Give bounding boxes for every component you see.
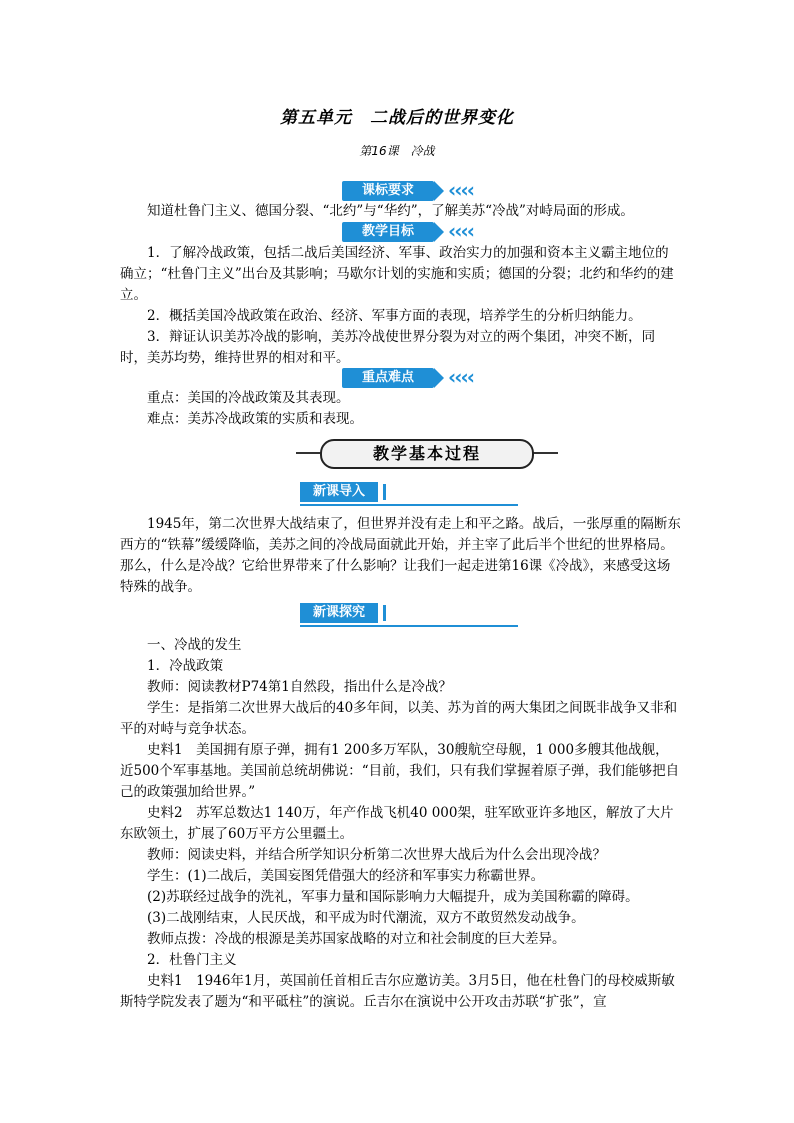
key-point-difficulty: 难点：美苏冷战政策的实质和表现。 <box>147 411 363 427</box>
student-answer: (3)二战刚结束，人民厌战，和平成为时代潮流，双方不敢贸然发动战争。 <box>147 910 585 926</box>
teacher-question: 教师：阅读史料，并结合所学知识分析第二次世界大战后为什么会出现冷战？ <box>147 847 606 863</box>
source-material <box>120 803 682 845</box>
student-answer: 学生：是指第二次世界大战后的40多年间，以美、苏为首的两大集团之间既非战争又非和平的对峙与竞争状态。 <box>120 700 678 737</box>
source-text: 1946年1月，英国前任首相丘吉尔应邀访美。3月5日，他在杜鲁门的母校威斯敏斯特学院发表了题为“和平砥柱”的演说。丘吉尔在演说中公开攻击苏联“扩张”，宣 <box>120 973 675 1010</box>
teacher-note: 教师点拨：冷战的根源是美苏国家战略的对立和社会制度的巨大差异。 <box>147 931 566 947</box>
process-banner <box>296 439 558 467</box>
student-answer: (2)苏联经过战争的洗礼，军事力量和国际影响力大幅提升，成为美国称霸的障碍。 <box>147 889 639 905</box>
chevrons-icon: ‹‹‹‹ <box>448 219 473 243</box>
section-explore <box>300 603 518 623</box>
section-explore-label: 新课探究 <box>300 603 378 623</box>
tag-standards <box>342 178 492 202</box>
tag-key-points-label: 重点难点 <box>342 368 434 388</box>
chevrons-icon: ‹‹‹‹ <box>448 178 473 202</box>
standards-text: 知道杜鲁门主义、德国分裂、“北约”与“华约”，了解美苏“冷战”对峙局面的形成。 <box>147 203 634 219</box>
section-intro-label: 新课导入 <box>300 482 378 502</box>
heading-truman-doctrine: 2．杜鲁门主义 <box>147 952 237 968</box>
goal-item: 2．概括美国冷战政策在政治、经济、军事方面的表现，培养学生的分析归纳能力。 <box>147 308 642 324</box>
source-text: 美国拥有原子弹，拥有1 200多万军队，30艘航空母舰，1 000多艘其他战舰，近500个军事基地。美国前总统胡佛说：“目前，我们，只有我们掌握着原子弹，我们能够把自己的政策强加给世界。” <box>120 742 680 800</box>
goal-item: 1．了解冷战政策，包括二战后美国经济、军事、政治实力的加强和资本主义霸主地位的确立；“杜鲁门主义”出台及其影响；马歇尔计划的实施和实质；德国的分裂；北约和华约的建立。 <box>120 245 674 303</box>
section-intro <box>300 482 518 502</box>
source-material <box>120 971 682 1013</box>
teacher-question: 教师：阅读教材P74第1自然段，指出什么是冷战？ <box>147 679 452 695</box>
student-answer: 学生：(1)二战后，美国妄图凭借强大的经济和军事实力称霸世界。 <box>147 868 545 884</box>
tag-goals-label: 教学目标 <box>342 222 434 242</box>
tag-goals <box>342 219 492 243</box>
source-label: 史料1 <box>147 742 183 758</box>
source-material <box>120 740 682 803</box>
intro-text: 1945年，第二次世界大战结束了，但世界并没有走上和平之路。战后，一张厚重的隔断东西方的“铁幕”缓缓降临，美苏之间的冷战局面就此开始，并主宰了此后半个世纪的世界格局。那么，什么是冷战？它给世界带来了什么影响？让我们一起走进第16课《冷战》，来感受这场特殊的战争。 <box>120 516 681 595</box>
heading-cold-war-origin: 一、冷战的发生 <box>147 637 242 653</box>
process-banner-title: 教学基本过程 <box>320 439 534 469</box>
goal-item: 3．辩证认识美苏冷战的影响，美苏冷战使世界分裂为对立的两个集团，冲突不断，同时，美苏均势，维持世界的相对和平。 <box>120 329 656 366</box>
tag-key-points <box>342 365 492 389</box>
key-point-focus: 重点：美国的冷战政策及其表现。 <box>147 390 350 406</box>
source-text: 苏军总数达1 140万，年产作战飞机40 000架，驻军欧亚许多地区，解放了大片东欧领土，扩展了60万平方公里疆土。 <box>120 805 674 842</box>
lesson-title: 第16课 冷战 <box>359 144 435 158</box>
tag-standards-label: 课标要求 <box>342 181 434 201</box>
source-label: 史料2 <box>147 805 183 821</box>
heading-cold-war-policy: 1．冷战政策 <box>147 658 224 674</box>
chevrons-icon: ‹‹‹‹ <box>448 365 473 389</box>
source-label: 史料1 <box>147 973 183 989</box>
unit-title: 第五单元 二战后的世界变化 <box>280 108 514 128</box>
